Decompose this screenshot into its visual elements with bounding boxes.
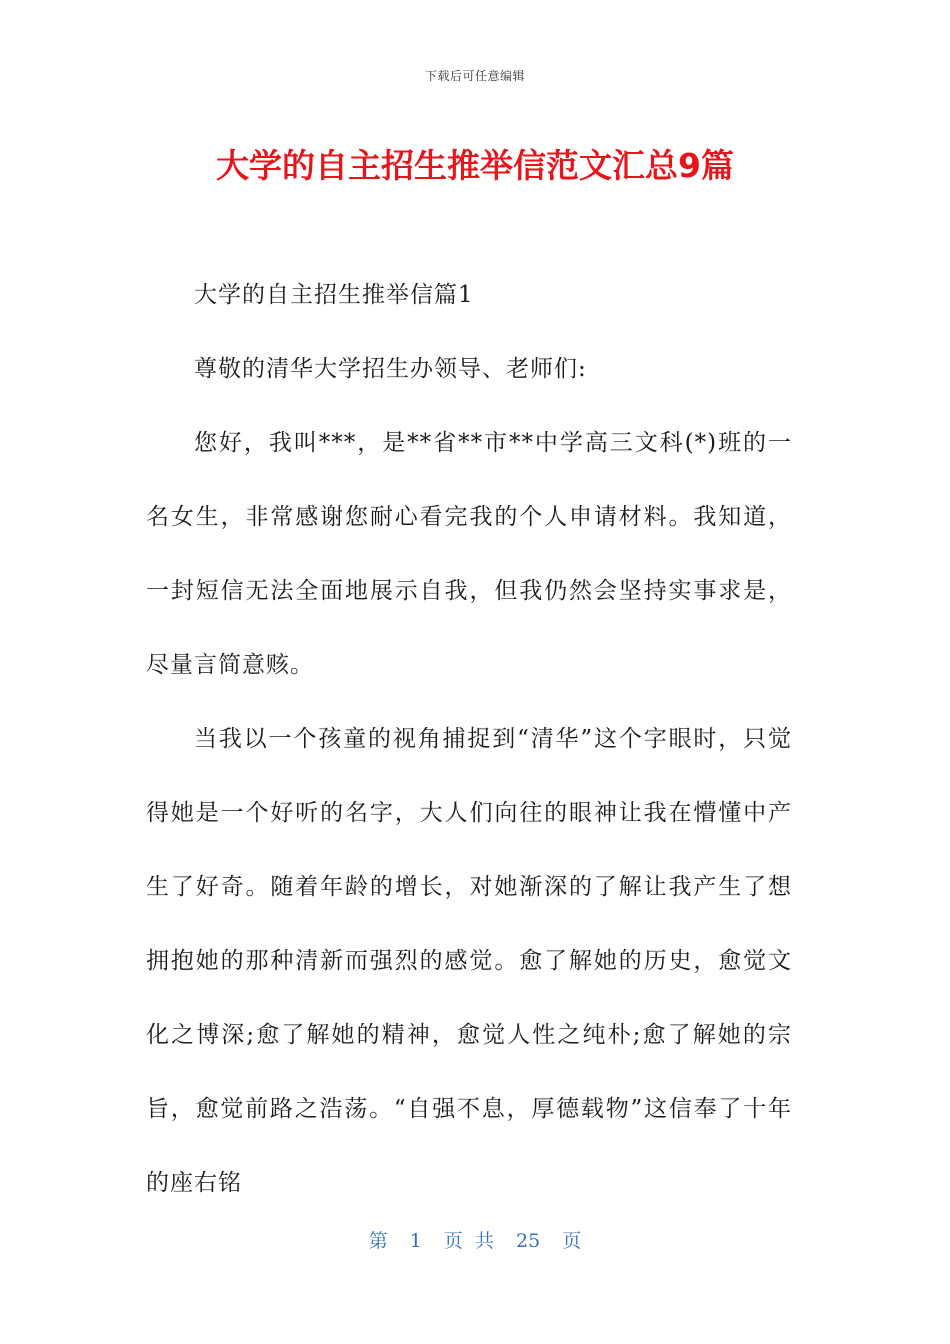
document-body <box>146 258 792 1220</box>
body-paragraph: 您好，我叫***，是**省**市**中学高三文科(*)班的一名女生，非常感谢您耐心看完我的个人申请材料。我知道，一封短信无法全面地展示自我，但我仍然会坚持实事求是，尽量言简意赅。 <box>146 430 792 678</box>
current-page-number: 1 <box>409 1230 422 1252</box>
footer-suffix: 页 <box>562 1230 582 1252</box>
page-footer <box>0 1226 950 1253</box>
document-title: 大学的自主招生推举信范文汇总9篇 <box>216 146 734 185</box>
section-heading: 大学的自主招生推举信篇1 <box>194 282 474 308</box>
footer-prefix: 第 <box>368 1230 388 1252</box>
body-paragraph: 当我以一个孩童的视角捕捉到“清华”这个字眼时，只觉得她是一个好听的名字，大人们向往的眼神让我在懵懂中产生了好奇。随着年龄的增长，对她渐深的了解让我产生了想拥抱她的那种清新而强烈的感觉。愈了解她的历史，愈觉文化之博深;愈了解她的精神，愈觉人性之纯朴;愈了解她的宗旨，愈觉前路之浩荡。“自强不息，厚德载物”这信奉了十年的座右铭 <box>146 726 792 1196</box>
footer-mid: 页 共 <box>443 1230 494 1252</box>
total-pages: 25 <box>516 1230 541 1252</box>
header-note: 下载后可任意编辑 <box>424 69 525 83</box>
salutation: 尊敬的清华大学招生办领导、老师们: <box>194 356 587 382</box>
